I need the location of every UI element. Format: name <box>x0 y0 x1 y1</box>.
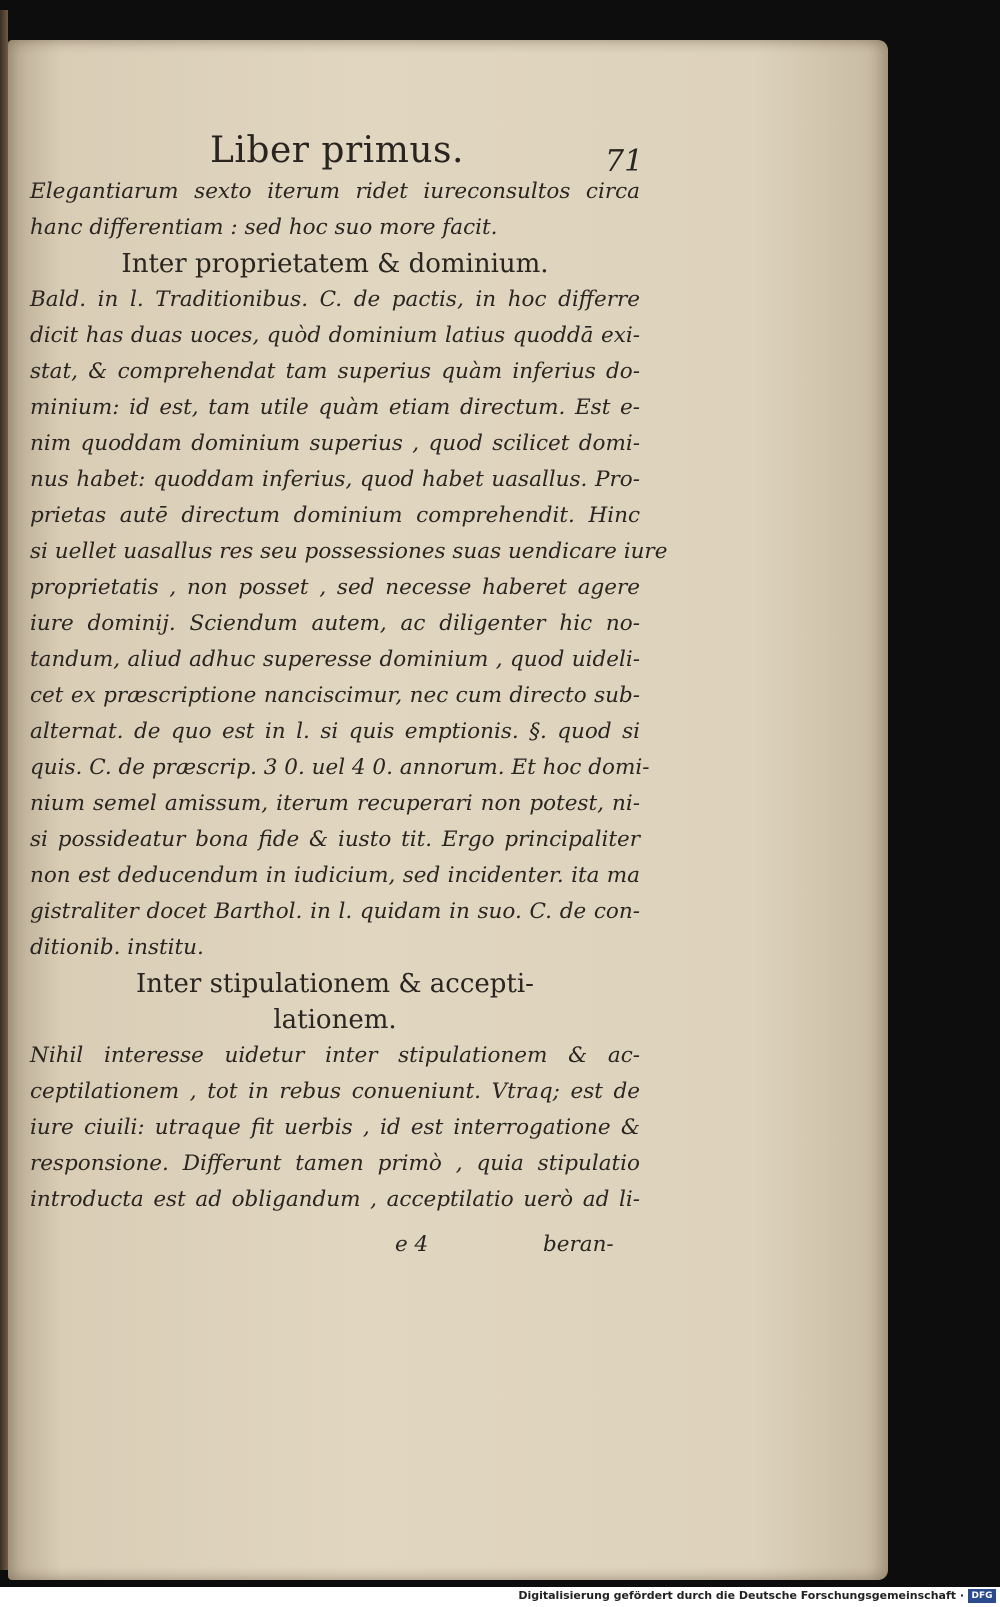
text-line: introducta est ad obligandum , acceptilatio uerò ad li- <box>30 1187 640 1212</box>
text-line: ceptilationem , tot in rebus conueniunt. Vtraq; est de <box>30 1079 640 1104</box>
text-line: si uellet uasallus res seu possessiones suas uendicare iure <box>30 539 668 564</box>
text-line: ditionib. institu. <box>30 935 204 960</box>
page-header <box>210 130 650 171</box>
text-line: dicit has duas uoces, quòd dominium latius quoddā exi- <box>30 323 640 348</box>
dfg-logo: DFG <box>968 1589 996 1603</box>
text-line: minium: id est, tam utile quàm etiam directum. Est e- <box>30 395 640 420</box>
text-line: quis. C. de præscrip. 3 0. uel 4 0. annorum. Et hoc domi- <box>30 755 650 780</box>
text-line: prietas autē directum dominium comprehendit. Hinc <box>30 503 640 528</box>
text-line: Bald. in l. Traditionibus. C. de pactis, in hoc differre <box>30 287 640 312</box>
folio-number: 71 <box>605 144 644 179</box>
text-line: responsione. Differunt tamen primò , quia stipulatio <box>30 1151 640 1176</box>
text-line: non est deducendum in iudicium, sed incidenter. ita ma <box>30 863 640 888</box>
text-line: nus habet: quoddam inferius, quod habet uasallus. Pro- <box>30 467 640 492</box>
section-heading: lationem. <box>273 1005 397 1035</box>
text-line: tandum, aliud adhuc superesse dominium , quod uideli- <box>30 647 640 672</box>
text-line: Nihil interesse uidetur inter stipulationem & ac- <box>30 1043 640 1068</box>
text-line: nium semel amissum, iterum recuperari non potest, ni- <box>30 791 640 816</box>
text-line: cet ex præscriptione nanciscimur, nec cum directo sub- <box>30 683 640 708</box>
page-gutter <box>0 10 8 1570</box>
text-line: alternat. de quo est in l. si quis emptionis. §. quod si <box>30 719 640 744</box>
text-line: iure dominij. Sciendum autem, ac diligenter hic no- <box>30 611 640 636</box>
signature-mark: e 4 <box>395 1232 429 1257</box>
footer-credit: Digitalisierung gefördert durch die Deutsche Forschungsgemeinschaft · <box>518 1589 964 1602</box>
text-line: si possideatur bona fide & iusto tit. Ergo principaliter <box>30 827 640 852</box>
running-head: Liber primus. <box>210 130 464 171</box>
text-line: stat, & comprehendat tam superius quàm inferius do- <box>30 359 640 384</box>
text-block <box>30 174 668 1218</box>
text-line: gistraliter docet Barthol. in l. quidam in suo. C. de con- <box>30 899 640 924</box>
text-line: hanc differentiam : sed hoc suo more facit. <box>30 215 498 240</box>
text-line: proprietatis , non posset , sed necesse haberet agere <box>30 575 640 600</box>
catchword: beran- <box>543 1232 614 1257</box>
text-line: Elegantiarum sexto iterum ridet iureconsultos circa <box>30 179 640 204</box>
section-heading: Inter proprietatem & dominium. <box>121 249 549 279</box>
section-heading: Inter stipulationem & accepti- <box>136 969 534 999</box>
text-line: iure ciuili: utraque fit uerbis , id est interrogatione & <box>30 1115 640 1140</box>
text-line: nim quoddam dominium superius , quod scilicet domi- <box>30 431 640 456</box>
